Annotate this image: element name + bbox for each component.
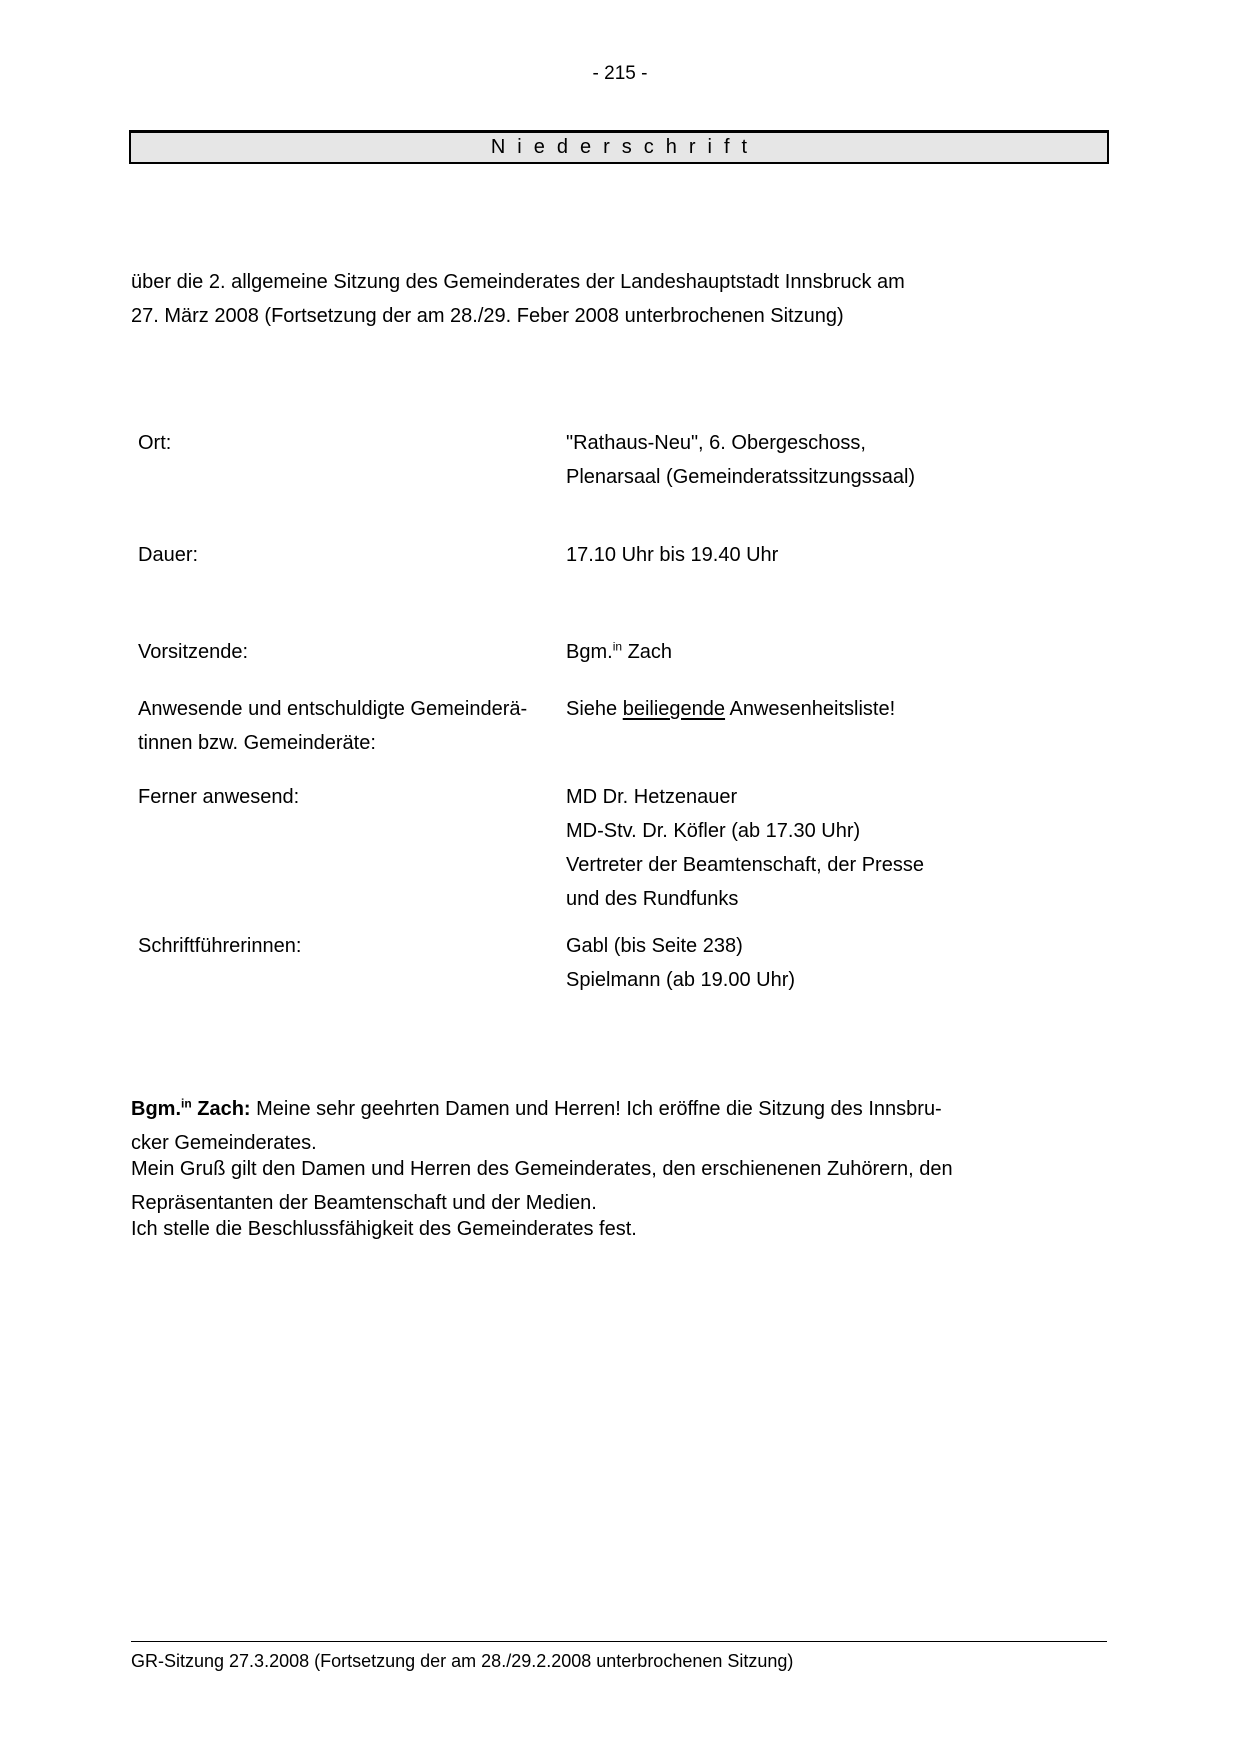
detail-value-schriftfuehrerinnen bbox=[566, 929, 1106, 997]
detail-label-schriftfuehrerinnen: Schriftführerinnen: bbox=[138, 935, 302, 957]
intro-line-1: über die 2. allgemeine Sitzung des Gemeinderates der Landeshauptstadt Innsbruck am bbox=[131, 271, 905, 293]
detail-label-ferner: Ferner anwesend: bbox=[138, 786, 300, 808]
speech-paragraph-1 bbox=[131, 1092, 1116, 1160]
detail-value-line: Vertreter der Beamtenschaft, der Presse bbox=[566, 854, 924, 876]
detail-value-line: Plenarsaal (Gemeinderatssitzungssaal) bbox=[566, 466, 916, 488]
intro-paragraph bbox=[131, 265, 1116, 333]
speaker-name bbox=[131, 1098, 251, 1120]
detail-label-anwesende bbox=[138, 692, 558, 760]
detail-value-anwesende bbox=[566, 692, 1106, 726]
detail-value-line: MD-Stv. Dr. Köfler (ab 17.30 Uhr) bbox=[566, 820, 861, 842]
speaker-abbr-superscript: in bbox=[181, 1096, 192, 1111]
attendance-note-underlined: beiliegende bbox=[622, 698, 726, 720]
page-number: - 215 - bbox=[592, 63, 648, 84]
detail-value-vorsitzende bbox=[566, 635, 1106, 669]
speech-paragraph-2 bbox=[131, 1152, 1116, 1220]
detail-value-line: "Rathaus-Neu", 6. Obergeschoss, bbox=[566, 432, 866, 454]
footer-text: GR-Sitzung 27.3.2008 (Fortsetzung der am 28./29.2.2008 unterbrochenen Sitzung) bbox=[131, 1651, 794, 1671]
page-footer bbox=[131, 1641, 1107, 1673]
detail-value-line: MD Dr. Hetzenauer bbox=[566, 786, 738, 808]
detail-label-vorsitzende: Vorsitzende: bbox=[138, 641, 249, 663]
detail-value-ort bbox=[566, 426, 1106, 494]
detail-value-line: Gabl (bis Seite 238) bbox=[566, 935, 743, 957]
detail-value-dauer: 17.10 Uhr bis 19.40 Uhr bbox=[566, 544, 779, 566]
chair-name: Zach bbox=[622, 641, 673, 663]
attendance-note-prefix: Siehe bbox=[566, 698, 623, 720]
detail-label-line: Anwesende und entschuldigte Gemeinderä- bbox=[138, 698, 528, 720]
speech-line-1: Meine sehr geehrten Damen und Herren! Ich eröffne die Sitzung des Innsbru- bbox=[250, 1098, 942, 1120]
speech-line-2: Repräsentanten der Beamtenschaft und der Medien. bbox=[131, 1192, 597, 1214]
detail-value-ferner bbox=[566, 780, 1106, 916]
speech-line-2: cker Gemeinderates. bbox=[131, 1132, 317, 1154]
detail-label-ort: Ort: bbox=[138, 432, 172, 454]
speech-line-1: Mein Gruß gilt den Damen und Herren des Gemeinderates, den erschienenen Zuhörern, den bbox=[131, 1158, 953, 1180]
speaker-abbr: Bgm. bbox=[131, 1098, 181, 1120]
document-title: Niederschrift bbox=[490, 136, 760, 158]
detail-label-dauer: Dauer: bbox=[138, 544, 199, 566]
attendance-note-suffix: Anwesenheitsliste! bbox=[725, 698, 896, 720]
abbr-bgm: Bgm. bbox=[566, 641, 613, 663]
speech-paragraph-3: Ich stelle die Beschlussfähigkeit des Gemeinderates fest. bbox=[131, 1218, 637, 1240]
detail-label-line: tinnen bzw. Gemeinderäte: bbox=[138, 732, 376, 754]
intro-line-2: 27. März 2008 (Fortsetzung der am 28./29. Feber 2008 unterbrochenen Sitzung) bbox=[131, 305, 844, 327]
speaker-surname: Zach: bbox=[191, 1098, 251, 1120]
detail-value-line: und des Rundfunks bbox=[566, 888, 739, 910]
detail-value-line: Spielmann (ab 19.00 Uhr) bbox=[566, 969, 796, 991]
abbr-superscript: in bbox=[612, 639, 623, 654]
document-title-box bbox=[129, 130, 1109, 164]
